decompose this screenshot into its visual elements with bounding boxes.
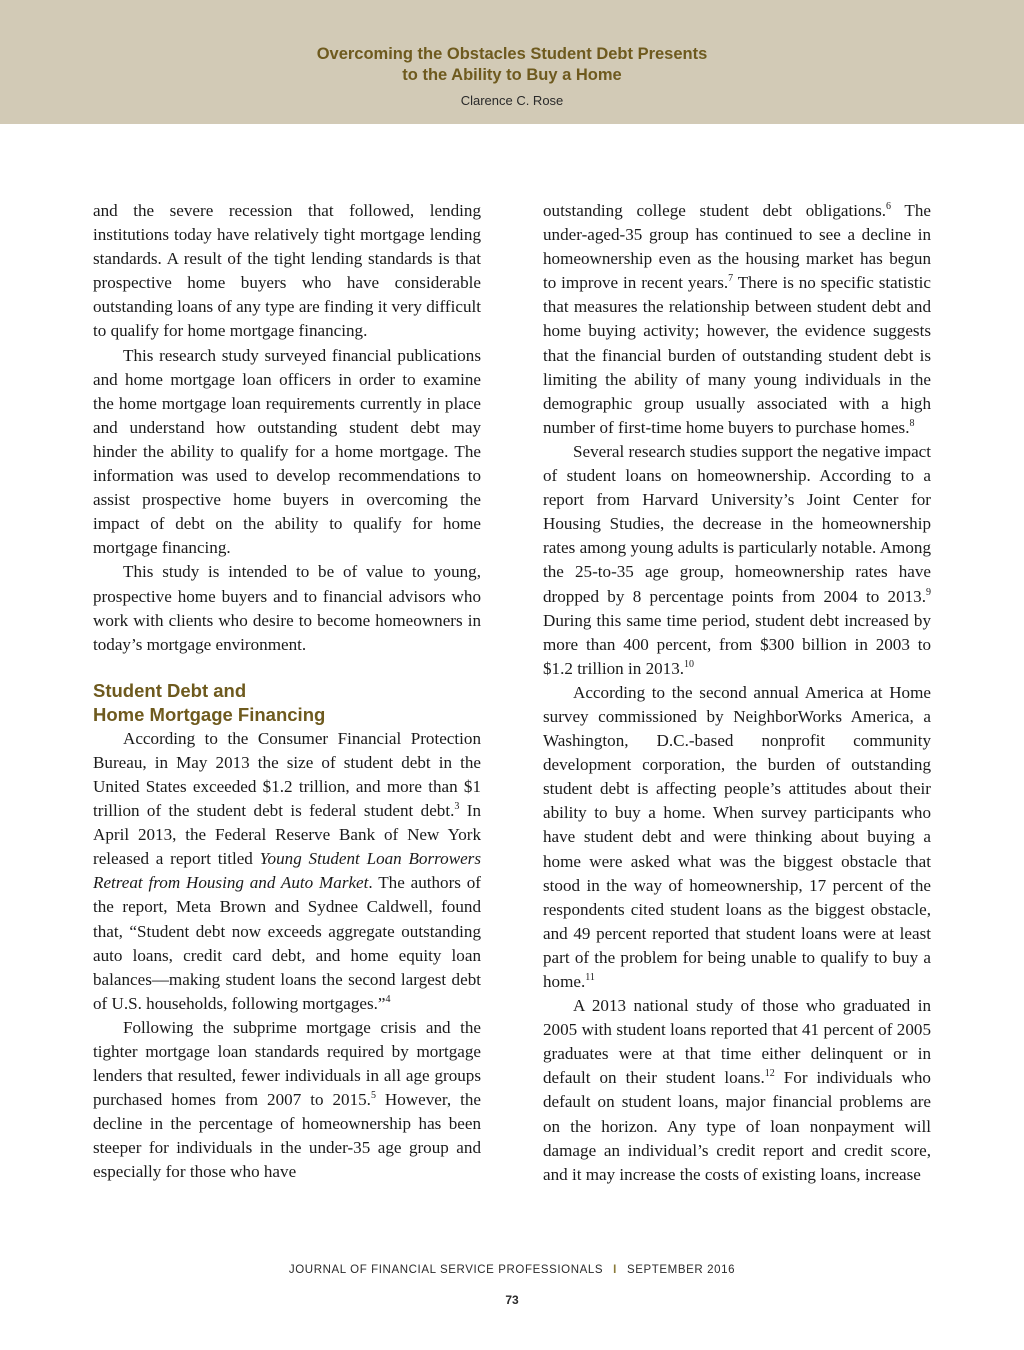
section-heading-line2: Home Mortgage Financing xyxy=(93,703,326,725)
right-paragraph-1 xyxy=(543,199,931,440)
text-run: There is no specific statistic that measures the relationship between student debt and home buying activity; however, the evidence suggests that the financial burden of outstanding student debt is limiting the ability of many young individuals in the demographic group usually associated with a high number of first-time home buyers to purchase homes. xyxy=(543,273,931,437)
right-paragraph-4 xyxy=(543,994,931,1187)
footnote-ref-5: 5 xyxy=(370,1090,376,1102)
left-paragraph-5 xyxy=(93,1016,481,1185)
text-run: In April 2013, the Federal Reserve Bank of New York released a report titled xyxy=(93,801,482,869)
footer-separator: I xyxy=(613,1264,617,1276)
footnote-ref-10: 10 xyxy=(684,658,695,670)
text-run: A 2013 national study of those who graduated in 2005 with student loans reported that 41 percent of 2005 graduates were at that time either delinquent or in default on their student loans. xyxy=(543,996,931,1088)
issue-date: SEPTEMBER 2016 xyxy=(626,1264,736,1276)
text-run: Several research studies support the negative impact of student loans on homeownership. According to a report from Harvard University’s Joint Center for Housing Studies, the decrease in the homeownership rates among young adults is particularly notable. Among the 25-to-35 age group, homeownership rates have dropped by 8 percentage points from 2004 to 2013. xyxy=(543,441,931,606)
right-column xyxy=(543,199,931,1187)
footnote-ref-9: 9 xyxy=(926,586,931,598)
left-paragraph-1: and the severe recession that followed, lending institutions today have relatively tight mortgage lending standards. A result of the tight lending standards is that prospective home buyers who have considerable outstanding loans of any type are finding it very difficult to qualify for home mortgage financing. xyxy=(93,201,481,341)
left-paragraph-3: This study is intended to be of value to young, prospective home buyers and to financial advisors who work with clients who desire to become homeowners in today’s mortgage environment. xyxy=(93,562,481,654)
text-run: During this same time period, student debt increased by more than 400 percent, from $300 billion in 2003 to $1.2 trillion in 2013. xyxy=(543,610,931,678)
footnote-ref-7: 7 xyxy=(728,273,734,285)
page-number: 73 xyxy=(505,1293,519,1307)
text-run: outstanding college student debt obligations. xyxy=(543,201,887,220)
section-heading xyxy=(93,679,481,727)
footnote-ref-6: 6 xyxy=(886,201,892,212)
article-title-line2: to the Ability to Buy a Home xyxy=(402,66,622,84)
section-heading-line1: Student Debt and xyxy=(93,679,247,701)
text-run: . The authors of the report, Meta Brown and Sydnee Caldwell, found that, “Student debt now exceeds aggregate outstanding auto loans, credit card debt, and home equity loan balances—making student loans the second largest debt of U.S. households, following mortgages.” xyxy=(93,873,481,1013)
page-footer xyxy=(0,1264,1024,1276)
header-band xyxy=(0,0,1024,124)
footnote-ref-4: 4 xyxy=(385,993,391,1005)
right-paragraph-3 xyxy=(543,681,931,994)
text-run: For individuals who default on student loans, major financial problems are on the horizon. Any type of loan nonpayment will damage an individual’s credit report and credit score, and it may increase the costs of existing loans, increase xyxy=(543,1068,931,1184)
article-author: Clarence C. Rose xyxy=(460,93,564,108)
footnote-ref-8: 8 xyxy=(909,417,915,429)
article-title xyxy=(0,44,1024,86)
footnote-ref-12: 12 xyxy=(764,1068,775,1080)
text-run: However, the decline in the percentage of homeownership has been steeper for individuals in the under-35 age group and especially for those who have xyxy=(93,1090,481,1182)
left-paragraph-4 xyxy=(93,727,481,1016)
text-run: According to the second annual America at Home survey commissioned by NeighborWorks America, a Washington, D.C.-based nonprofit community development corporation, the burden of outstanding student debt is affecting people’s attitudes about their ability to buy a home. When survey participants who have student debt and were thinking about buying a home were asked what was the biggest obstacle that stood in the way of homeownership, 17 percent of the respondents cited student loans as the biggest obstacle, and 49 percent reported that student loans were at least part of the problem for being unable to qualify to buy a home. xyxy=(543,682,931,991)
text-run: Following the subprime mortgage crisis and the tighter mortgage loan standards required by mortgage lenders that resulted, fewer individuals in all age groups purchased homes from 2007 to 2015. xyxy=(93,1017,481,1110)
journal-name: JOURNAL OF FINANCIAL SERVICE PROFESSIONALS xyxy=(288,1264,604,1276)
footnote-ref-11: 11 xyxy=(585,972,595,983)
report-title: Young Student Loan Borrowers Retreat from Housing and Auto Market xyxy=(93,849,481,893)
article-title-line1: Overcoming the Obstacles Student Debt Presents xyxy=(316,45,708,63)
footnote-ref-3: 3 xyxy=(454,801,460,813)
right-paragraph-2 xyxy=(543,440,931,681)
left-paragraph-2: This research study surveyed financial publications and home mortgage loan officers in order to examine the home mortgage loan requirements currently in place and understand how outstanding student debt may hinder the ability to qualify for a home mortgage. The information was used to develop recommendations to assist prospective home buyers in overcoming the impact of debt on the ability to qualify for home mortgage financing. xyxy=(93,345,481,558)
text-run: The under-aged-35 group has continued to see a decline in homeownership even as the housing market has begun to improve in recent years. xyxy=(543,201,931,293)
left-column xyxy=(93,199,481,1185)
text-run: According to the Consumer Financial Protection Bureau, in May 2013 the size of student debt in the United States exceeded $1.2 trillion, and more than $1 trillion of the student debt is federal student debt. xyxy=(93,728,481,821)
